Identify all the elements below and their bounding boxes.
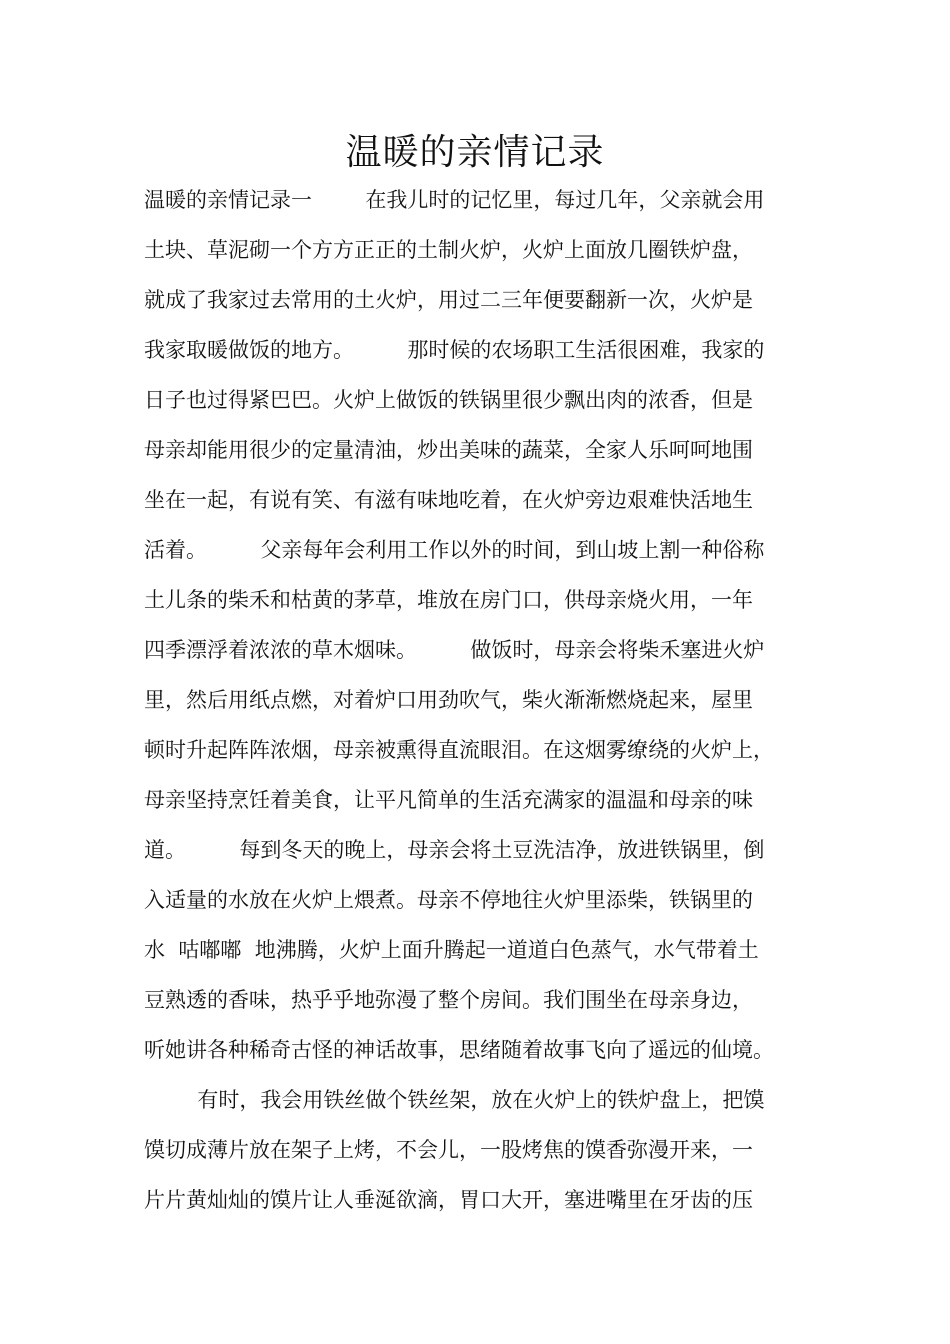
body-line: 水 咕嘟嘟 地沸腾，火炉上面升腾起一道道白色蒸气，水气带着土 <box>144 938 759 962</box>
body-line: 母亲却能用很少的定量清油，炒出美味的蔬菜，全家人乐呵呵地围 <box>144 438 753 462</box>
body-line: 土儿条的柴禾和枯黄的茅草，堆放在房门口，供母亲烧火用，一年 <box>144 588 753 612</box>
body-line: 我家取暖做饭的地方。 那时候的农场职工生活很困难，我家的 <box>144 338 765 362</box>
body-line: 四季漂浮着浓浓的草木烟味。 做饭时，母亲会将柴禾塞进火炉 <box>144 638 765 662</box>
body-line: 道。 每到冬天的晚上，母亲会将土豆洗洁净，放进铁锅里，倒 <box>144 838 765 862</box>
body-line: 片片黄灿灿的馍片让人垂涎欲滴，胃口大开，塞进嘴里在牙齿的压 <box>144 1188 753 1212</box>
body-line: 里，然后用纸点燃，对着炉口用劲吹气，柴火渐渐燃烧起来，屋里 <box>144 688 753 712</box>
body-line: 听她讲各种稀奇古怪的神话故事，思绪随着故事飞向了遥远的仙境。 <box>144 1038 774 1062</box>
body-line: 活着。 父亲每年会利用工作以外的时间，到山坡上割一种俗称 <box>144 538 765 562</box>
body-line: 坐在一起，有说有笑、有滋有味地吃着，在火炉旁边艰难快活地生 <box>144 488 753 512</box>
body-line: 入适量的水放在火炉上煨煮。母亲不停地往火炉里添柴，铁锅里的 <box>144 888 753 912</box>
body-line: 温暖的亲情记录一 在我儿时的记忆里，每过几年，父亲就会用 <box>144 188 765 212</box>
document-title: 温暖的亲情记录 <box>345 132 605 173</box>
body-line: 豆熟透的香味，热乎乎地弥漫了整个房间。我们围坐在母亲身边， <box>144 988 753 1012</box>
body-line: 有时，我会用铁丝做个铁丝架，放在火炉上的铁炉盘上，把馍 <box>144 1088 765 1112</box>
body-line: 馍切成薄片放在架子上烤，不会儿，一股烤焦的馍香弥漫开来，一 <box>144 1138 753 1162</box>
body-line: 土块、草泥砌一个方方正正的土制火炉，火炉上面放几圈铁炉盘， <box>144 238 753 262</box>
body-line: 母亲坚持烹饪着美食，让平凡简单的生活充满家的温温和母亲的味 <box>144 788 753 812</box>
body-line: 就成了我家过去常用的土火炉，用过二三年便要翻新一次，火炉是 <box>144 288 753 312</box>
body-line: 日子也过得紧巴巴。火炉上做饭的铁锅里很少飘出肉的浓香，但是 <box>144 388 753 412</box>
body-line: 顿时升起阵阵浓烟，母亲被熏得直流眼泪。在这烟雾缭绕的火炉上， <box>144 738 774 762</box>
